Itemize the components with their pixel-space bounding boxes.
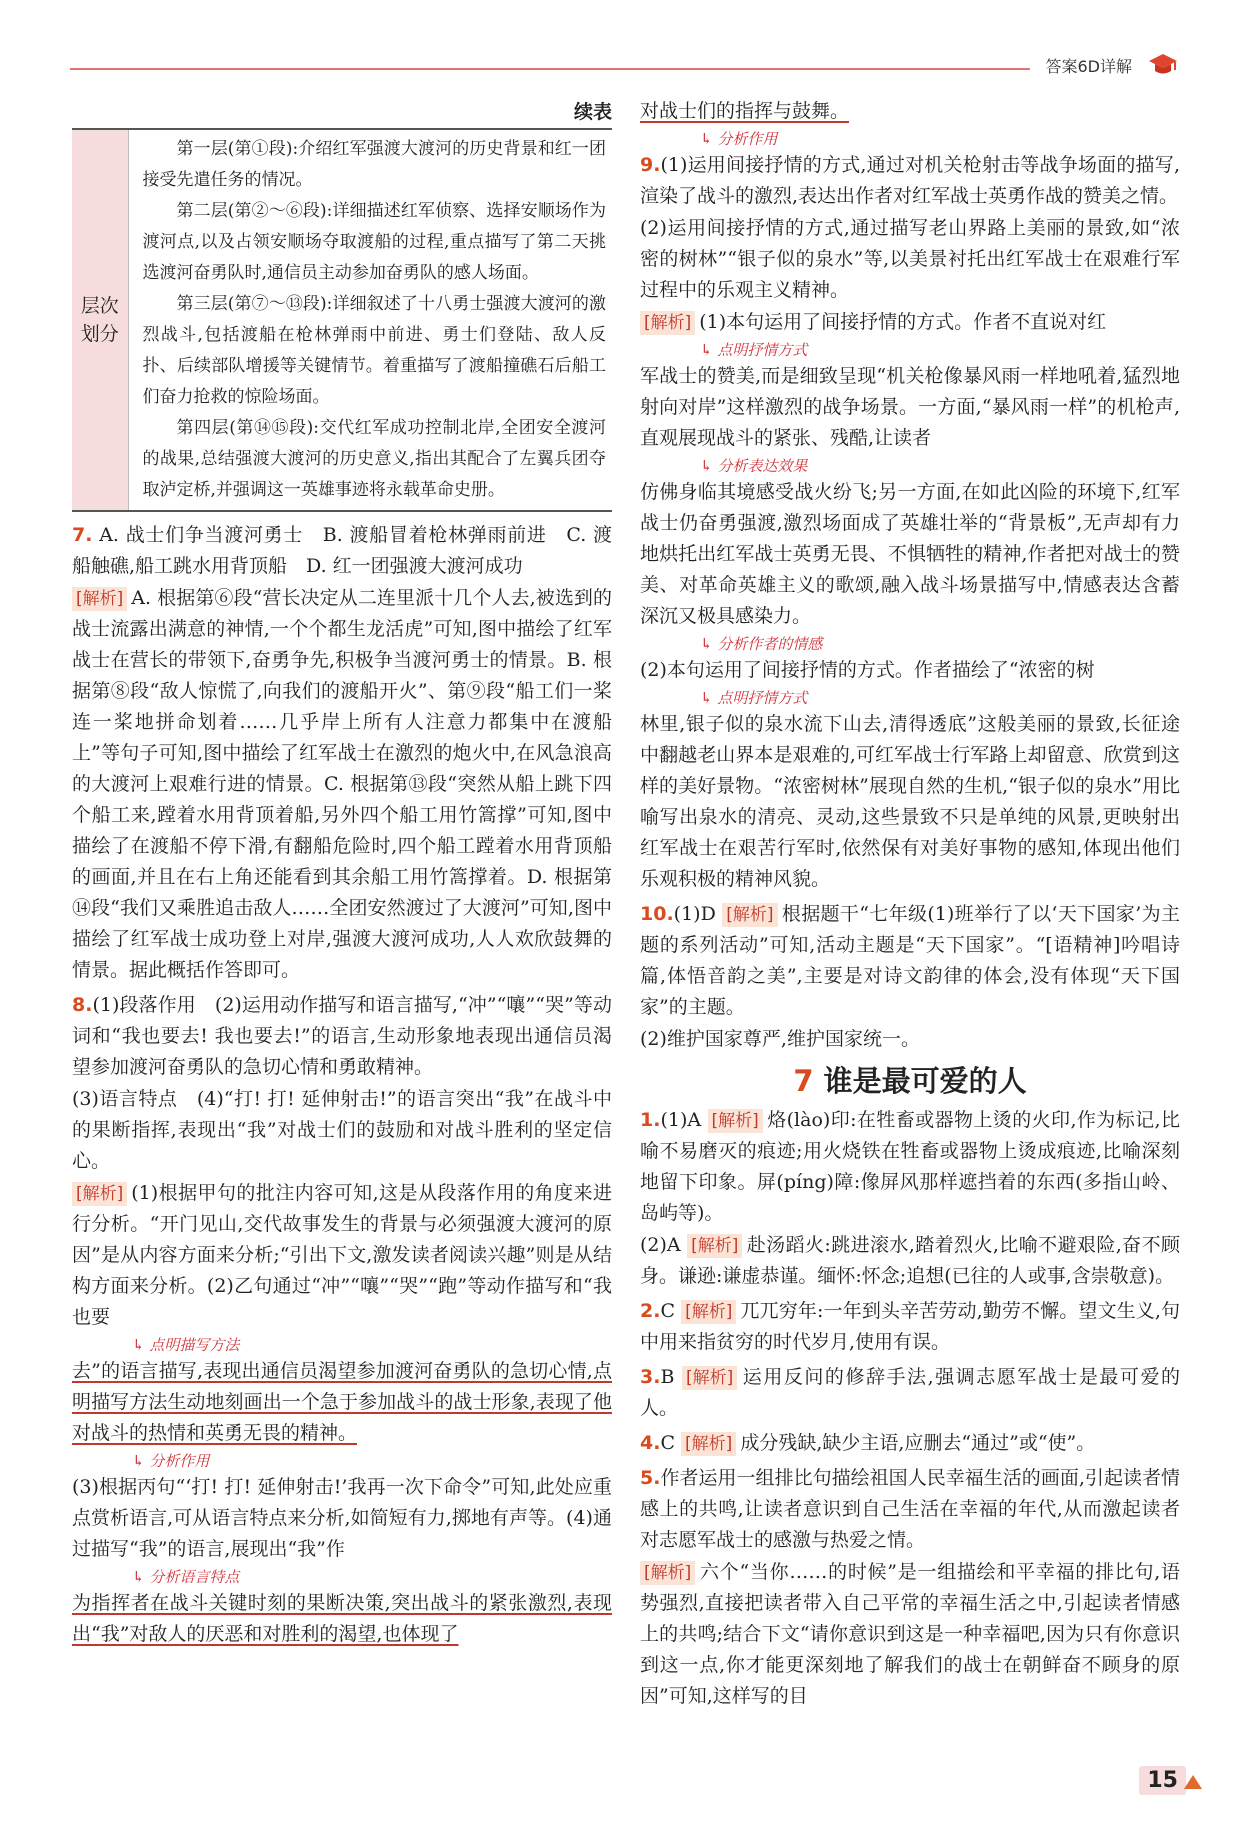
analysis-tag: [解析] bbox=[72, 1182, 127, 1206]
handwritten-note: ↳ 点明描写方法 bbox=[72, 1334, 612, 1356]
arrow-up-icon bbox=[1184, 1775, 1202, 1789]
analysis-text: (2)本句运用了间接抒情的方式。作者描绘了“浓密的树 bbox=[640, 659, 1095, 681]
analysis-text: 烙(lào)印:在牲畜或器物上烫的火印,作为标记,比喻不易磨灭的痕迹;用火烧铁在牲畜或器物上烫成痕迹,比喻深刻地留下印象。屏(píng)障:像屏风那样遮挡着的东西(多指山岭、岛屿等)。 bbox=[640, 1109, 1180, 1224]
analysis-text: (3)根据丙句“‘打! 打! 延伸射击!’我再一次下命令”可知,此处应重点赏析语言,可从语言特点来分析,如简短有力,掷地有声等。(4)通过描写“我”的语言,展现出“我”作 bbox=[72, 1476, 612, 1560]
answer-text: (2)运用间接抒情的方式,通过描写老山界路上美丽的景致,如“浓密的树林”“银子似的泉水”等,以美景衬托出红军战士在艰难行军过程中的乐观主义精神。 bbox=[640, 217, 1180, 301]
analysis-tag: [解析] bbox=[640, 1561, 695, 1585]
section-number: 7 bbox=[793, 1064, 814, 1098]
layer-1: 第一层(第①段):介绍红军强渡大渡河的历史背景和红一团接受先遣任务的情况。 bbox=[142, 139, 606, 190]
handwritten-note: ↳ 点明抒情方式 bbox=[640, 687, 1180, 709]
header-rule bbox=[70, 68, 1030, 70]
analysis-text: 赴汤蹈火:跳进滚水,踏着烈火,比喻不避艰险,奋不顾身。谦逊:谦虚恭谨。缅怀:怀念;追想(已往的人或事,含崇敬意)。 bbox=[640, 1234, 1180, 1287]
question-number: 5. bbox=[640, 1467, 661, 1489]
analysis-text: 军战士的赞美,而是细致呈现“机关枪像暴风雨一样地吼着,猛烈地射向对岸”这样激烈的战争场景。一方面,“暴风雨一样”的机枪声,直观展现战斗的紧张、残酷,让读者 bbox=[640, 365, 1180, 449]
answer-text: (1)运用间接抒情的方式,通过对机关枪射击等战争场面的描写,渲染了战斗的激烈,表达出作者对红军战士英勇作战的赞美之情。 bbox=[640, 154, 1180, 207]
analysis-tag: [解析] bbox=[722, 903, 777, 927]
analysis-text: 成分残缺,缺少主语,应删去“通过”或“使”。 bbox=[740, 1432, 1096, 1454]
handwritten-note: ↳ 分析语言特点 bbox=[72, 1566, 612, 1588]
right-column bbox=[640, 96, 1180, 1716]
question-number: 8. bbox=[72, 994, 93, 1016]
analysis-text: 去”的语言描写,表现出通信员渴望参加渡河奋勇队的急切心情,点明描写方法生动地刻画出一个急于参加战斗的战士形象,表现了他对战斗的热情和英勇无畏的精神。 bbox=[72, 1360, 612, 1444]
question-number: 10. bbox=[640, 903, 674, 925]
layer-4: 第四层(第⑭⑮段):交代红军成功控制北岸,全团安全渡河的战果,总结强渡大渡河的历史意义,指出其配合了左翼兵团夺取泸定桥,并强调这一英雄事迹将永载革命史册。 bbox=[142, 418, 606, 500]
handwritten-note: ↳ 点明抒情方式 bbox=[640, 339, 1180, 361]
header-title: 答案6D详解 bbox=[1045, 57, 1132, 76]
question-7 bbox=[72, 520, 612, 986]
analysis-text: 为指挥者在战斗关键时刻的果断决策,突出战斗的紧张激烈,表现出“我”对敌人的厌恶和对胜利的渴望,也体现了 bbox=[72, 1592, 612, 1645]
layer-3: 第三层(第⑦～⑬段):详细叙述了十八勇士强渡大渡河的激烈战斗,包括渡船在枪林弹雨中前进、勇士们登陆、敌人反扑、后续部队增援等关键情节。着重描写了渡船撞礁石后船工们奋力抢救的惊险场面。 bbox=[142, 294, 606, 407]
question-number: 4. bbox=[640, 1432, 661, 1454]
answer-text: (3)语言特点 (4)“打! 打! 延伸射击!”的语言突出“我”在战斗中的果断指挥,表现出“我”对战士们的鼓励和对战斗胜利的坚定信心。 bbox=[72, 1088, 612, 1172]
continued-text: 对战士们的指挥与鼓舞。 bbox=[640, 100, 850, 122]
page-number: 15 bbox=[1139, 1766, 1186, 1795]
question-10 bbox=[640, 899, 1180, 1055]
question-number: 7. bbox=[72, 524, 93, 546]
analysis-text: 运用反问的修辞手法,强调志愿军战士是最可爱的人。 bbox=[640, 1366, 1180, 1419]
analysis-text: 兀兀穷年:一年到头辛苦劳动,勤劳不懈。望文生义,句中用来指贫穷的时代岁月,使用有误。 bbox=[640, 1300, 1180, 1353]
analysis-text: 六个“当你……的时候”是一组描绘和平幸福的排比句,语势强烈,直接把读者带入自己平常的幸福生活之中,引起读者情感上的共鸣;结合下文“请你意识到这是一种幸福吧,因为只有你意识到这一点,你才能更深刻地了解我们的战士在朝鲜奋不顾身的原因”可知,这样写的目 bbox=[640, 1561, 1180, 1707]
question-9 bbox=[640, 150, 1180, 895]
analysis-tag: [解析] bbox=[708, 1109, 763, 1133]
section-question-2 bbox=[640, 1296, 1180, 1358]
analysis-text: (1)本句运用了间接抒情的方式。作者不直说对红 bbox=[699, 311, 1107, 333]
answer-text: (2)A bbox=[640, 1234, 681, 1256]
answer-options: A. 战士们争当渡河勇士 B. 渡船冒着枪林弹雨前进 C. 渡船触礁,船工跳水用背顶船 D. 红一团强渡大渡河成功 bbox=[72, 524, 612, 577]
section-question-3 bbox=[640, 1362, 1180, 1424]
question-number: 3. bbox=[640, 1366, 661, 1388]
answer-text: (1)D bbox=[673, 903, 716, 925]
section-question-1 bbox=[640, 1105, 1180, 1292]
analysis-tag: [解析] bbox=[687, 1234, 742, 1258]
answer-text: C bbox=[660, 1300, 675, 1322]
handwritten-note: ↳ 分析作用 bbox=[640, 128, 1180, 150]
graduation-cap-icon bbox=[1148, 52, 1178, 78]
section-question-5 bbox=[640, 1463, 1180, 1712]
answer-text: (1)A bbox=[660, 1109, 702, 1131]
handwritten-note: ↳ 分析作者的情感 bbox=[640, 633, 1180, 655]
question-number: 1. bbox=[640, 1109, 661, 1131]
answer-text: B bbox=[660, 1366, 675, 1388]
analysis-tag: [解析] bbox=[681, 1432, 736, 1456]
section-title: 谁是最可爱的人 bbox=[823, 1064, 1027, 1098]
section-question-4 bbox=[640, 1428, 1180, 1459]
question-8 bbox=[72, 990, 612, 1650]
layer-division-table bbox=[72, 128, 612, 512]
handwritten-note: ↳ 分析表达效果 bbox=[640, 455, 1180, 477]
analysis-text: 根据题干“七年级(1)班举行了以‘天下国家’为主题的系列活动”可知,活动主题是“天下国家”。“[语精神]吟唱诗篇,体悟音韵之美”,主要是对诗文韵律的体会,没有体现“天下国家”的主题。 bbox=[640, 903, 1180, 1018]
analysis-tag: [解析] bbox=[681, 1300, 736, 1324]
table-row-content bbox=[128, 129, 612, 511]
table-row-label: 层次划分 bbox=[72, 129, 128, 511]
answer-text: (2)维护国家尊严,维护国家统一。 bbox=[640, 1028, 920, 1050]
question-number: 2. bbox=[640, 1300, 661, 1322]
layer-2: 第二层(第②～⑥段):详细描述红军侦察、选择安顺场作为渡河点,以及占领安顺场夺取渡船的过程,重点描写了第二天挑选渡河奋勇队时,通信员主动参加奋勇队的感人场面。 bbox=[142, 201, 606, 283]
analysis-text: (1)根据甲句的批注内容可知,这是从段落作用的角度来进行分析。“开门见山,交代故事发生的背景与必须强渡大渡河的原因”是从内容方面来分析;“引出下文,激发读者阅读兴趣”则是从结构方面来分析。(2)乙句通过“冲”“嚷”“哭”“跑”等动作描写和“我也要 bbox=[72, 1182, 612, 1328]
left-column bbox=[72, 96, 612, 1654]
analysis-text: 仿佛身临其境感受战火纷飞;另一方面,在如此凶险的环境下,红军战士仍奋勇强渡,激烈场面成了英雄壮举的“背景板”,无声却有力地烘托出红军战士英勇无畏、不惧牺牲的精神,作者把对战士的赞美、对革命英雄主义的歌颂,融入战斗场景描写中,情感表达含蓄深沉又极具感染力。 bbox=[640, 481, 1180, 627]
answer-text: (1)段落作用 (2)运用动作描写和语言描写,“冲”“嚷”“哭”等动词和“我也要去! 我也要去!”的语言,生动形象地表现出通信员渴望参加渡河奋勇队的急切心情和勇敢精神。 bbox=[72, 994, 612, 1078]
section-heading bbox=[640, 1059, 1180, 1103]
answer-text: 作者运用一组排比句描绘祖国人民幸福生活的画面,引起读者情感上的共鸣,让读者意识到自己生活在幸福的年代,从而激起读者对志愿军战士的感激与热爱之情。 bbox=[640, 1467, 1180, 1551]
analysis-tag: [解析] bbox=[682, 1366, 737, 1390]
table-continued-title: 续表 bbox=[573, 101, 612, 123]
handwritten-note: ↳ 分析作用 bbox=[72, 1450, 612, 1472]
answer-text: C bbox=[660, 1432, 675, 1454]
analysis-text: A. 根据第⑥段“营长决定从二连里派十几个人去,被选到的战士流露出满意的神情,一个个都生龙活虎”可知,图中描绘了红军战士在营长的带领下,奋勇争先,积极争当渡河勇士的情景。B. 根据第⑧段“敌人惊慌了,向我们的渡船开火”、第⑨段“船工们一桨连一桨地拼命划着……几乎岸上所有人注意力都集中在渡船上”等句子可知,图中描绘了红军战士在激烈的炮火中,在风急浪高的大渡河上艰难行进的情景。C. 根据第⑬段“突然从船上跳下四个船工来,蹚着水用背顶着船,另外四个船工用竹篙撑”可知,图中描绘了在渡船不停下滑,有翻船危险时,四个船工蹚着水用背顶船的画面,并且在右上角还能看到其余船工用竹篙撑着。D. 根据第⑭段“我们又乘胜追击敌人……全团安然渡过了大渡河”可知,图中描绘了红军战士成功登上对岸,强渡大渡河成功,人人欢欣鼓舞的情景。据此概括作答即可。 bbox=[72, 587, 612, 981]
analysis-text: 林里,银子似的泉水流下山去,清得透底”这般美丽的景致,长征途中翻越老山界本是艰难的,可红军战士行军路上却留意、欣赏到这样的美好景物。“浓密树林”展现自然的生机,“银子似的泉水”用比喻写出泉水的清亮、灵动,这些景致不只是单纯的风景,更映射出红军战士在艰苦行军时,依然保有对美好事物的感知,体现出他们乐观积极的精神风貌。 bbox=[640, 713, 1180, 890]
question-number: 9. bbox=[640, 154, 661, 176]
analysis-tag: [解析] bbox=[72, 587, 127, 611]
analysis-tag: [解析] bbox=[640, 311, 695, 335]
